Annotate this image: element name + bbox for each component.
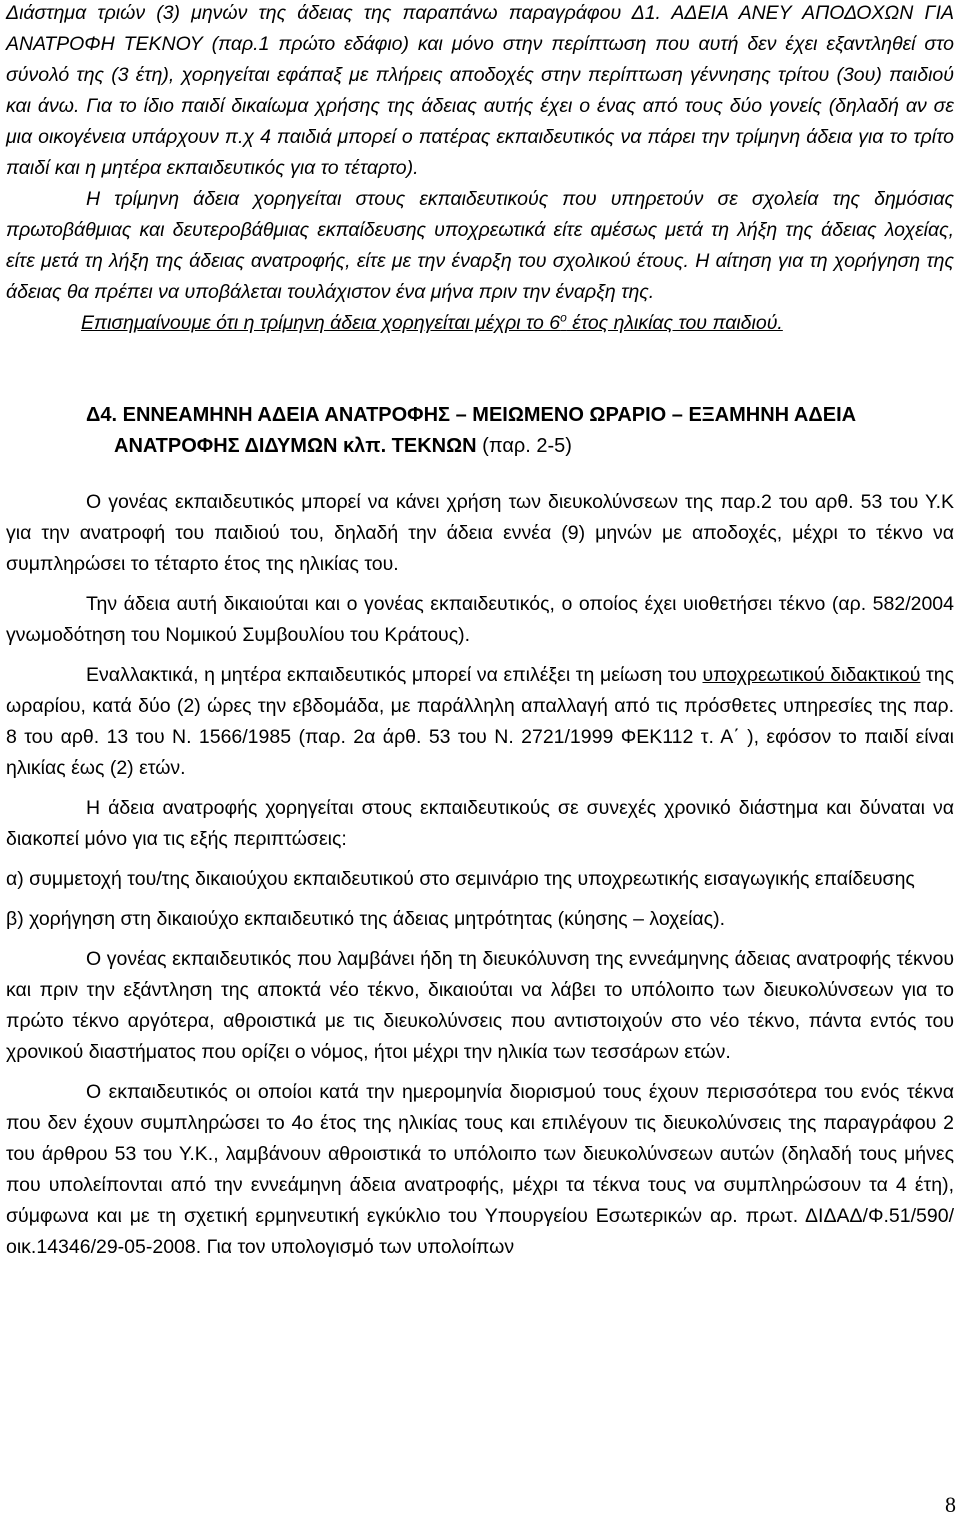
section-heading-paragraphs: (παρ. 2-5) — [476, 435, 572, 457]
list-item-b: β) χορήγηση στη δικαιούχο εκπαιδευτικό της άδειας μητρότητας (κύησης – λοχείας). — [6, 908, 725, 930]
paragraph-multiple-children: Ο εκπαιδευτικός οι οποίοι κατά την ημερομηνία διορισμού τους έχουν περισσότερα του ενός τέκνα που δεν έχουν συμπληρώσει το 4ο έτος της ηλικίας τους και επιλέγουν τις διευκολύνσεις της παραγράφου 2 του άρθρου 53 του Υ.Κ., λαμβάνουν αθροιστικά το υπόλοιπο των διευκολύνσεων αυτών (δηλαδή τους μήνες που υπολείπονται από την εννεάμηνη άδεια ανατροφής, μέχρι τα τέκνα τους να συμπληρώσουν τα 4 έτη), σύμφωνα και με τη σχετική ερμηνευτική εγκύκλιο του Υπουργείου Εσωτερικών αρ. πρωτ. ΔΙΔΑΔ/Φ.51/590/οικ.14346/29-05-2008. Για τον υπολογισμό των υπολοίπων — [6, 1081, 954, 1258]
paragraph-age-note — [6, 308, 954, 339]
paragraph-three-month-leave: Διάστημα τριών (3) μηνών της άδειας της παραπάνω παραγράφου Δ1. ΑΔΕΙΑ ΑΝΕΥ ΑΠΟΔΟΧΩΝ ΓΙΑ ΑΝΑΤΡΟΦΗ ΤΕΚΝΟΥ (παρ.1 πρώτο εδάφιο) και μόνο στην περίπτωση που αυτή δεν έχει εξαντληθεί στο σύνολό της (3 έτη), χορηγείται εφάπαξ με πλήρεις αποδοχές στην περίπτωση γέννησης τρίτου (3ου) παιδιού και άνω. Για το ίδιο παιδί δικαίωμα χρήσης της άδειας αυτής έχει ο ένας από τους δύο γονείς (δηλαδή αν σε μια οικογένεια υπάρχουν π.χ 4 παιδιά μπορεί ο πατέρας εκπαιδευτικός να πάρει την τρίμηνη άδεια για το τρίτο παιδί και η μητέρα εκπαιδευτικός για το τέταρτο). — [6, 2, 954, 179]
paragraph-continuous-leave: Η άδεια ανατροφής χορηγείται στους εκπαιδευτικούς σε συνεχές χρονικό διάστημα και δύναται να διακοπεί μόνο για τις εξής περιπτώσεις: — [6, 797, 954, 850]
page-number: 8 — [945, 1492, 956, 1517]
underlined-text: υποχρεωτικού διδακτικού — [702, 664, 921, 686]
document-page — [6, 0, 954, 1263]
section-heading-title: Δ4. ΕΝΝΕΑΜΗΝΗ ΑΔΕΙΑ ΑΝΑΤΡΟΦΗΣ – ΜΕΙΩΜΕΝΟ ΩΡΑΡΙΟ – ΕΞΑΜΗΝΗ ΑΔΕΙΑ ΑΝΑΤΡΟΦΗΣ ΔΙΔΥΜΩΝ κλπ. ΤΕΚΝΩΝ — [86, 404, 857, 457]
paragraph-adoption: Την άδεια αυτή δικαιούται και ο γονέας εκπαιδευτικός, ο οποίος έχει υιοθετήσει τέκνο (αρ. 582/2004 γνωμοδότηση του Νομικού Συμβουλίου του Κράτους). — [6, 593, 954, 646]
paragraph-nine-month-leave: Ο γονέας εκπαιδευτικός μπορεί να κάνει χρήση των διευκολύνσεων της παρ.2 του αρθ. 53 του Υ.Κ για την ανατροφή του παιδιού του, δηλαδή την άδεια εννέα (9) μηνών με αποδοχές, μέχρι το τέκνο να συμπληρώσει το τέταρτο έτος της ηλικίας του. — [6, 491, 954, 575]
paragraph-three-month-leave-timing: Η τρίμηνη άδεια χορηγείται στους εκπαιδευτικούς που υπηρετούν σε σχολεία της δημόσιας πρωτοβάθμιας και δευτεροβάθμιας εκπαίδευσης υποχρεωτικά είτε αμέσως μετά τη λήξη της άδειας λοχείας, είτε μετά τη λήξη της άδειας ανατροφής, είτε με την έναρξη του σχολικού έτους. Η αίτηση για τη χορήγηση της άδειας θα πρέπει να υποβάλεται τουλάχιστον ένα μήνα πριν την έναρξη της. — [6, 188, 954, 303]
list-item-a: α) συμμετοχή του/της δικαιούχου εκπαιδευτικού στο σεμινάριο της υποχρεωτικής εισαγωγικής επαίδευσης — [6, 868, 915, 890]
section-heading-d4 — [6, 400, 954, 462]
age-note-text: Επισημαίνουμε ότι η τρίμηνη άδεια χορηγείται μέχρι το $6^o$ έτος ηλικίας του παιδιού. — [81, 310, 783, 334]
paragraph-reduced-hours: Εναλλακτικά, η μητέρα εκπαιδευτικός μπορεί να επιλέξει τη μείωση του υποχρεωτικού διδακτικού της ωραρίου, κατά δύο (2) ώρες την εβδομάδα, με παράλληλη απαλλαγή από τις πρόσθετες υπηρεσίες της παρ. 8 του αρθ. 13 του Ν. 1566/1985 (παρ. 2α άρθ. 53 του Ν. 2721/1999 ΦΕΚ112 τ. Α΄ ), εφόσον το παιδί είναι ηλικίας έως (2) ετών. — [6, 664, 954, 779]
paragraph-new-child: Ο γονέας εκπαιδευτικός που λαμβάνει ήδη τη διευκόλυνση της εννεάμηνης άδειας ανατροφής τέκνου και πριν την εξάντληση της αποκτά νέο τέκνο, δικαιούται να λάβει το υπόλοιπο των διευκολύνσεων για το πρώτο τέκνο αργότερα, αθροιστικά με τις διευκολύνσεις που αντιστοιχούν στο νέο τέκνο, πάντα εντός του χρονικού διαστήματος που ορίζει ο νόμος, ήτοι μέχρι την ηλικία των τεσσάρων ετών. — [6, 948, 954, 1063]
